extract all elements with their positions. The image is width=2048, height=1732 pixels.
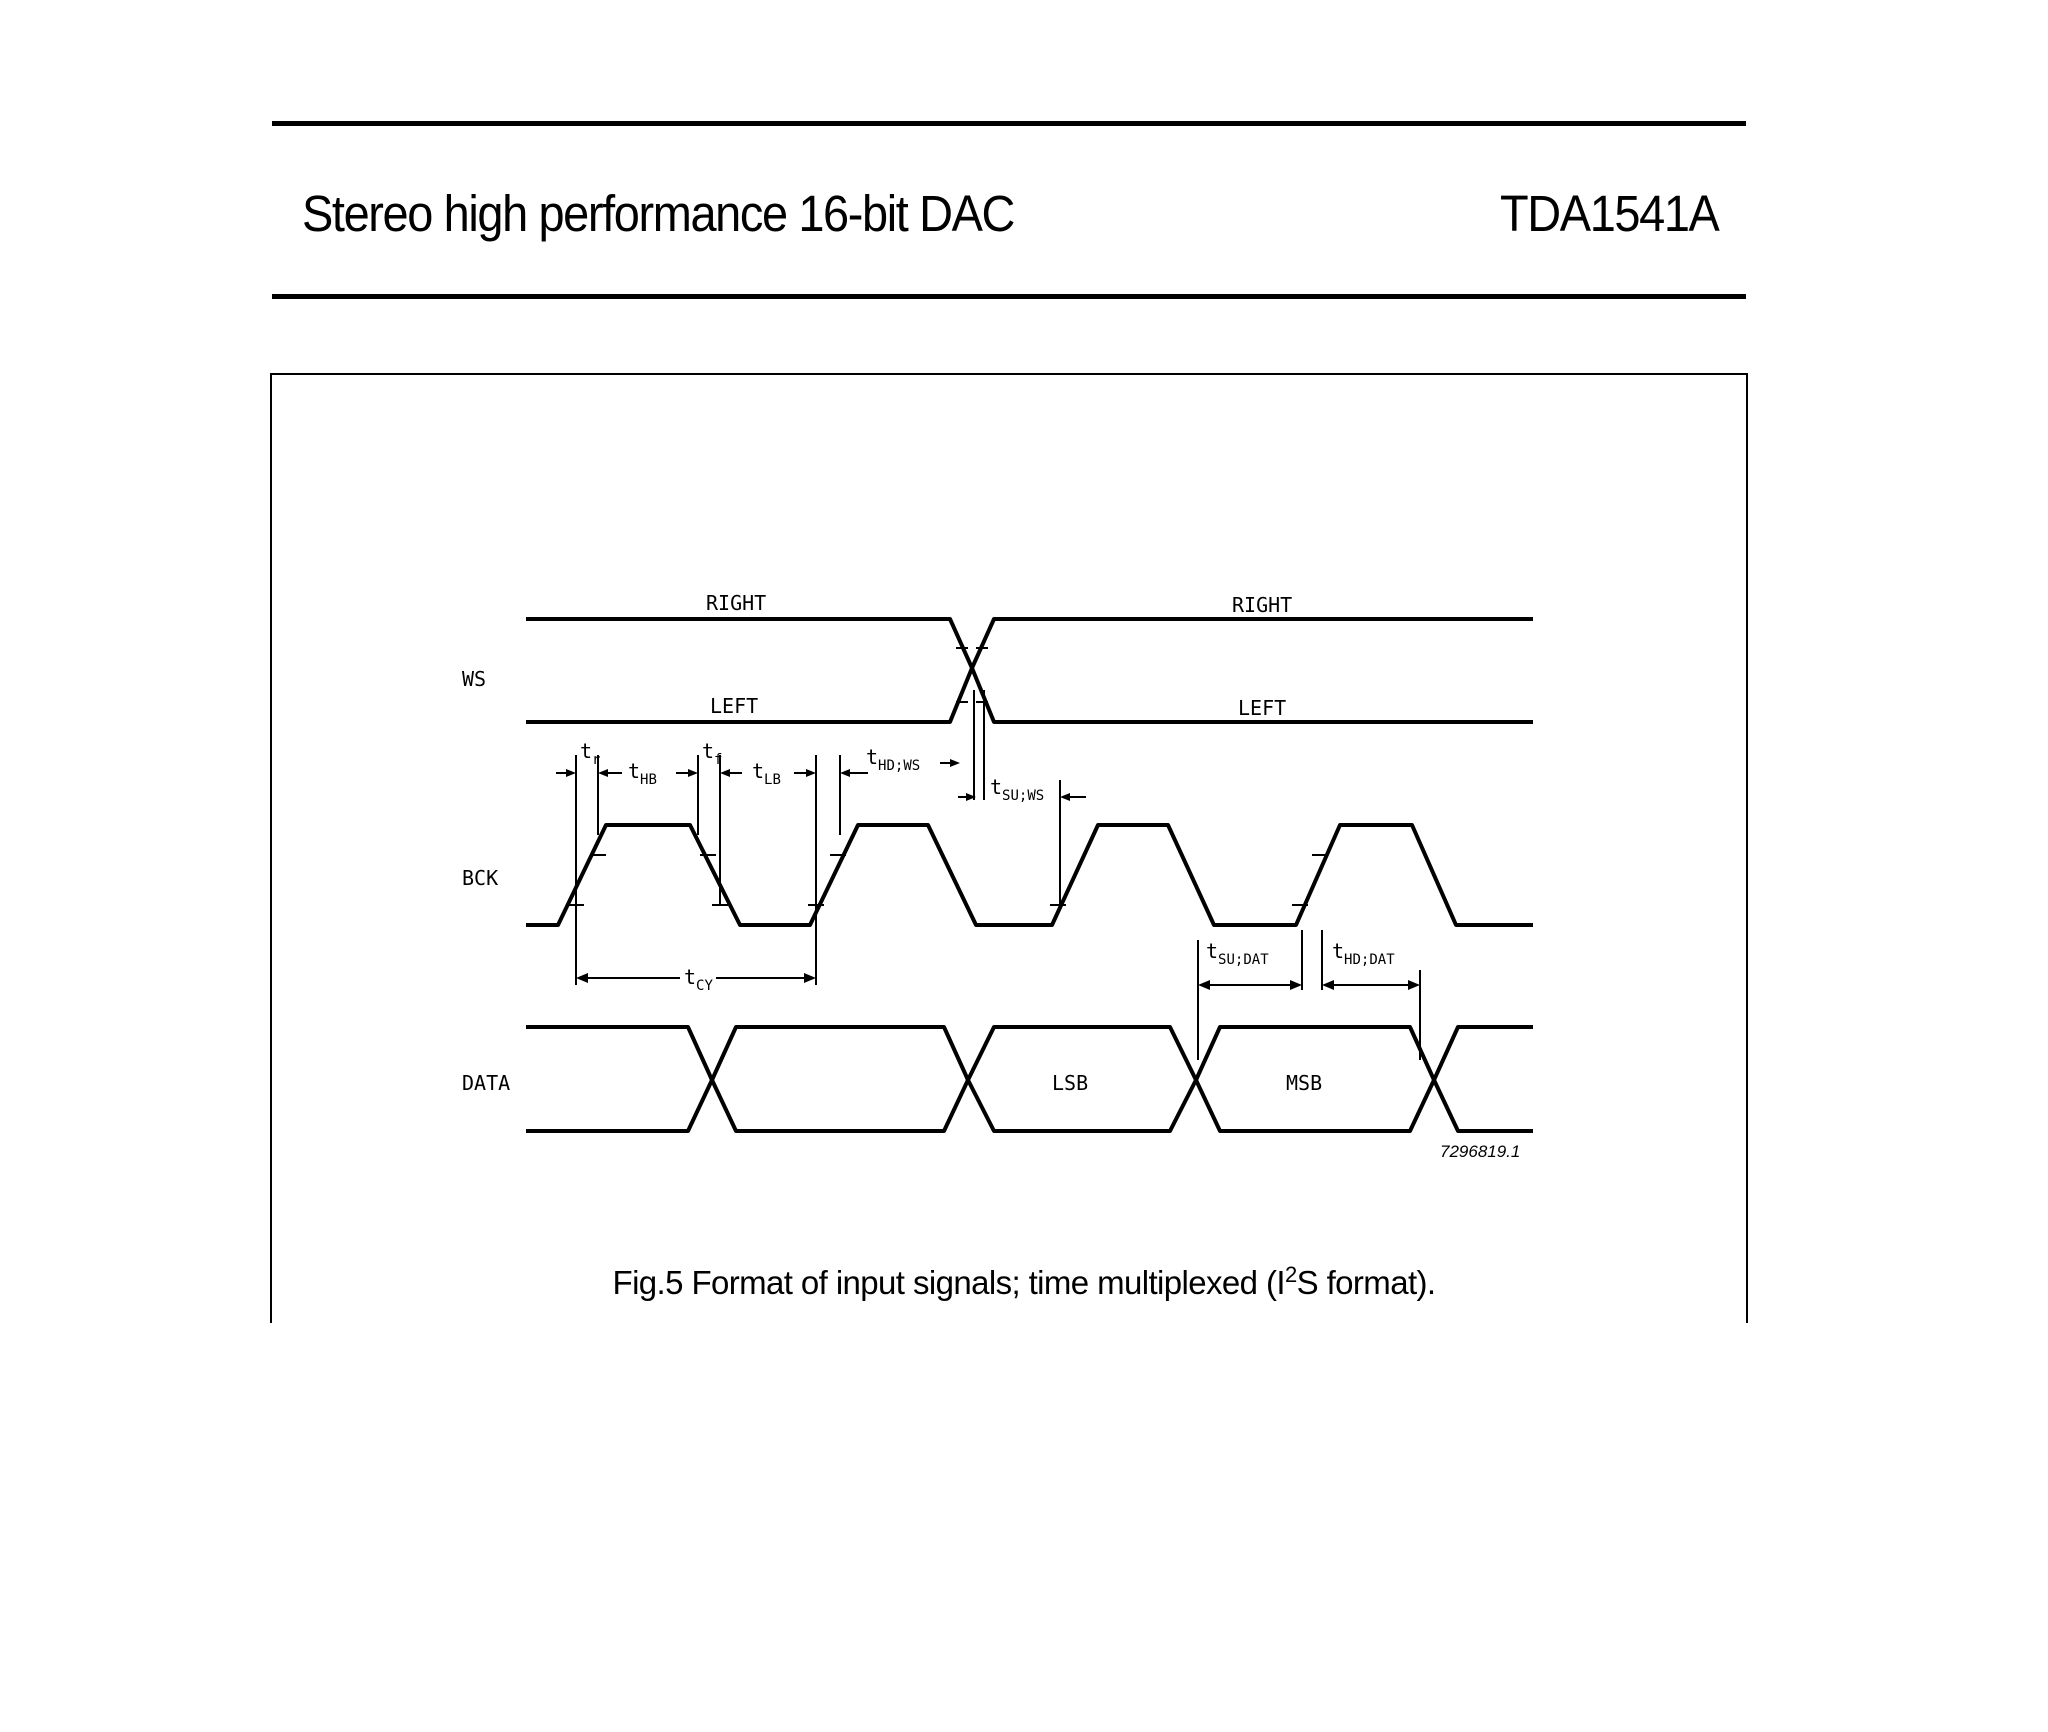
data-waveform: [526, 1027, 1533, 1131]
ws-left-label-2: LEFT: [1238, 696, 1287, 720]
t-su-dat-label: $t_{SU;DAT}$: [1206, 939, 1269, 968]
figure-caption: Fig.5 Format of input signals; time multiplexed ($I^2S$ format).: [612, 1262, 1436, 1301]
ws-label: WS: [462, 667, 487, 691]
document-title: Stereo high performance 16-bit DAC: [302, 185, 1015, 242]
bck-label: BCK: [462, 866, 499, 890]
ws-left-label-1: LEFT: [710, 694, 759, 718]
dimension-arrows: [556, 759, 1420, 990]
t-r-label: $t_r$: [580, 739, 601, 768]
t-hd-dat-label: $t_{HD;DAT}$: [1332, 939, 1395, 968]
t-hb-label: $t_{HB}$: [628, 759, 657, 788]
ws-right-label-2: RIGHT: [1232, 593, 1293, 617]
t-lb-label: $t_{LB}$: [752, 759, 781, 788]
lsb-label: LSB: [1052, 1071, 1089, 1095]
ws-waveform: [526, 619, 1533, 722]
t-f-label: $t_f$: [702, 739, 723, 768]
bck-waveform: [526, 825, 1533, 925]
t-cy-label: $t_{CY}$: [684, 965, 713, 994]
t-su-ws-label: $t_{SU;WS}$: [990, 775, 1045, 804]
data-label: DATA: [462, 1071, 511, 1095]
ws-right-label-1: RIGHT: [706, 591, 767, 615]
drawing-code: 7296819.1: [1440, 1142, 1521, 1161]
part-number: TDA1541A: [1499, 185, 1718, 242]
msb-label: MSB: [1286, 1071, 1323, 1095]
t-hd-ws-label: $t_{HD;WS}$: [866, 745, 921, 774]
